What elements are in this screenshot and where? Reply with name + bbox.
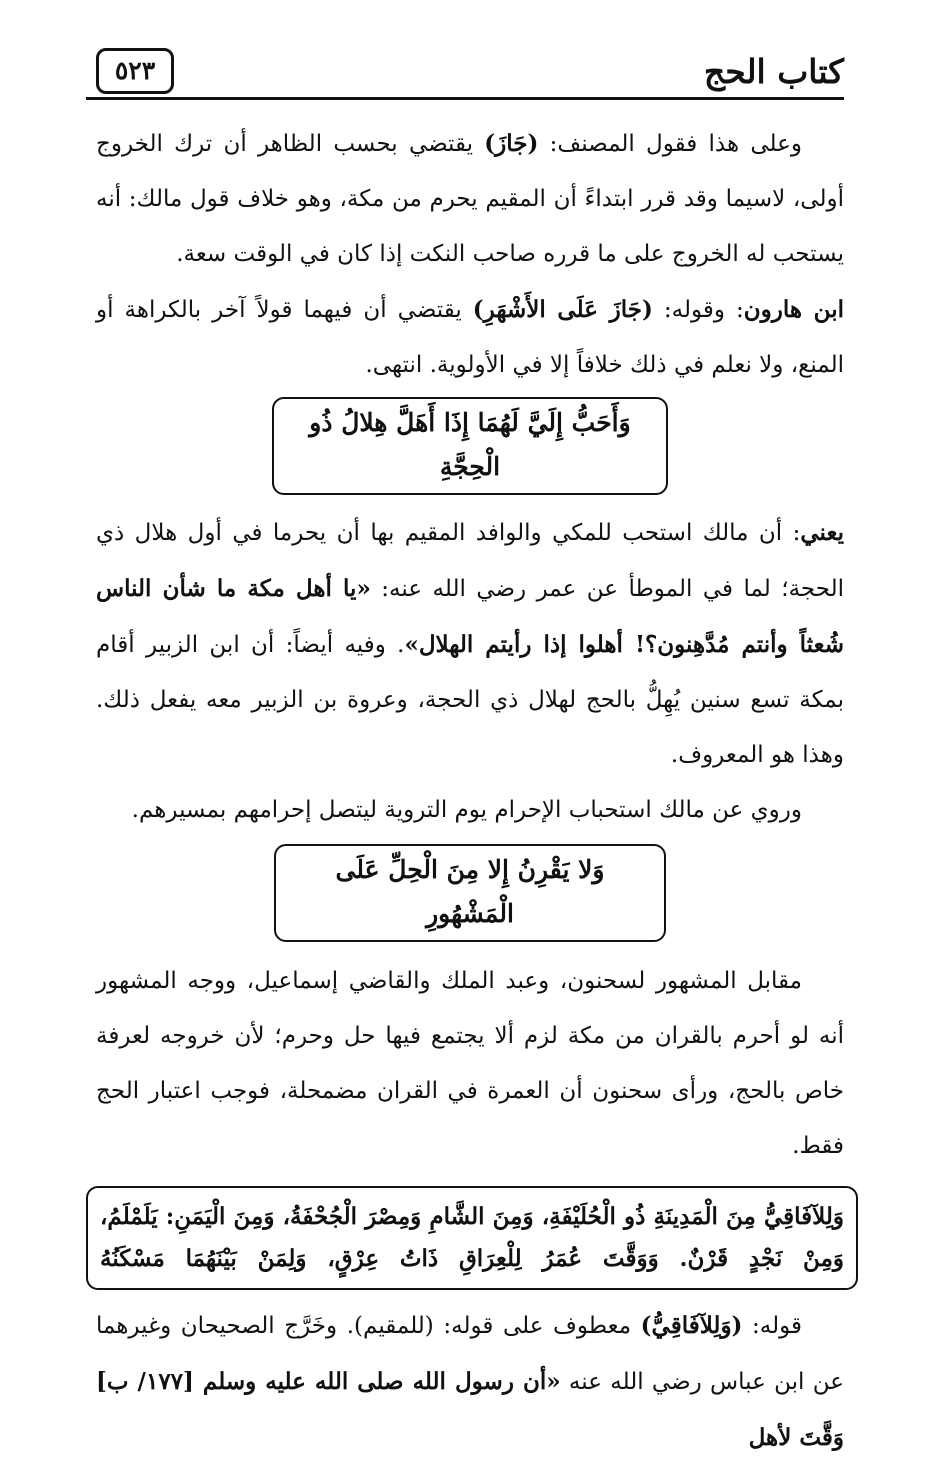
matn-box-3: وَلِلآفَاقِيُّ مِنَ الْمَدِينَةِ ذُو الْحُلَيْفَةِ، وَمِنَ الشَّامِ وَمِصْرَ الْجُحْفَةُ، وَمِنَ الْيَمَنِ: يَلَمْلَمُ، وَمِنْ نَجْدٍ قَرْنٌ. وَوَقَّتَ عُمَرُ لِلْعِرَاقِ ذَاتُ عِرْقٍ، وَلِمَنْ بَيْنَهُمَا مَسْكَنُهُ <box>86 1186 858 1290</box>
p1-text-rest: يقتضي بحسب الظاهر أن ترك الخروج أولى، لاسيما وقد قرر ابتداءً أن المقيم يحرم من مكة، وهو خلاف قول مالك: أنه يستحب له الخروج على ما قرره صاحب النكت إذا كان في الوقت سعة. <box>96 131 844 267</box>
p3-text-rest: . وفيه أيضاً: أن ابن الزبير أقام بمكة تسع سنين يُهِلُّ بالحج لهلال ذي الحجة، وعروة بن الزبير معه يفعل ذلك. وهذا هو المعروف. <box>96 632 844 768</box>
p1-text-start: وعلى هذا فقول المصنف: <box>538 131 802 157</box>
paragraph-3 <box>96 505 844 783</box>
p6-term: (وَلِلآفَاقِيُّ) <box>640 1312 743 1339</box>
p3-text-start: : أن مالك استحب للمكي والوافد المقيم بها أن يحرما في أول هلال ذي الحجة؛ لما في الموطأ عن عمر رضي الله عنه: <box>96 520 844 602</box>
matn-box-2: وَلا يَقْرِنُ إِلا مِنَ الْحِلِّ عَلَى الْمَشْهُورِ <box>274 844 666 942</box>
page-header <box>86 44 844 102</box>
p2-text-rest: يقتضي أن فيهما قولاً آخر بالكراهة أو المنع، ولا نعلم في ذلك خلافاً إلا في الأولوية. انتهى. <box>96 297 844 378</box>
p6-quote: «أن رسول الله صلى الله عليه وسلم [١٧٧/ ب] وَقَّتَ لأهل <box>96 1368 844 1451</box>
paragraph-1 <box>96 116 844 282</box>
paragraph-2 <box>96 282 844 393</box>
book-title: كتاب الحج <box>703 52 844 91</box>
p3-quote: «يا أهل مكة ما شأن الناس شُعثاً وأنتم مُدَّهِنون؟! أهلوا إذا رأيتم الهلال» <box>96 575 844 658</box>
header-rule <box>86 97 844 100</box>
p2-quote: (جَازَ عَلَى الأَشْهَرِ) <box>472 296 653 323</box>
paragraph-6 <box>96 1298 844 1466</box>
p1-quote: (جَازَ) <box>484 130 539 157</box>
p6-text-start: قوله: <box>742 1313 802 1339</box>
p3-lead: يعني <box>800 519 844 546</box>
page-body <box>96 116 844 1466</box>
p2-text-start: : وقوله: <box>652 297 744 323</box>
p2-author-name: ابن هارون <box>743 296 844 323</box>
paragraph-5: مقابل المشهور لسحنون، وعبد الملك والقاضي إسماعيل، ووجه المشهور أنه لو أحرم بالقران من مكة لزم ألا يجتمع فيها حل وحرم؛ لأن خروجه لعرفة خاص بالحج، ورأى سحنون أن العمرة في القران مضمحلة، فوجب اعتبار الحج فقط. <box>96 968 844 1159</box>
paragraph-4: وروي عن مالك استحباب الإحرام يوم التروية ليتصل إحرامهم بمسيرهم. <box>131 797 802 823</box>
matn-box-1: وَأَحَبُّ إِلَيَّ لَهُمَا إِذَا أَهَلَّ هِلالُ ذُو الْحِجَّةِ <box>272 397 668 495</box>
p6-text-mid: معطوف على قوله: (للمقيم). وخَرَّج الصحيحان وغيرهما عن ابن عباس رضي الله عنه <box>96 1313 844 1395</box>
page-number: ٥٢٣ <box>96 48 174 94</box>
